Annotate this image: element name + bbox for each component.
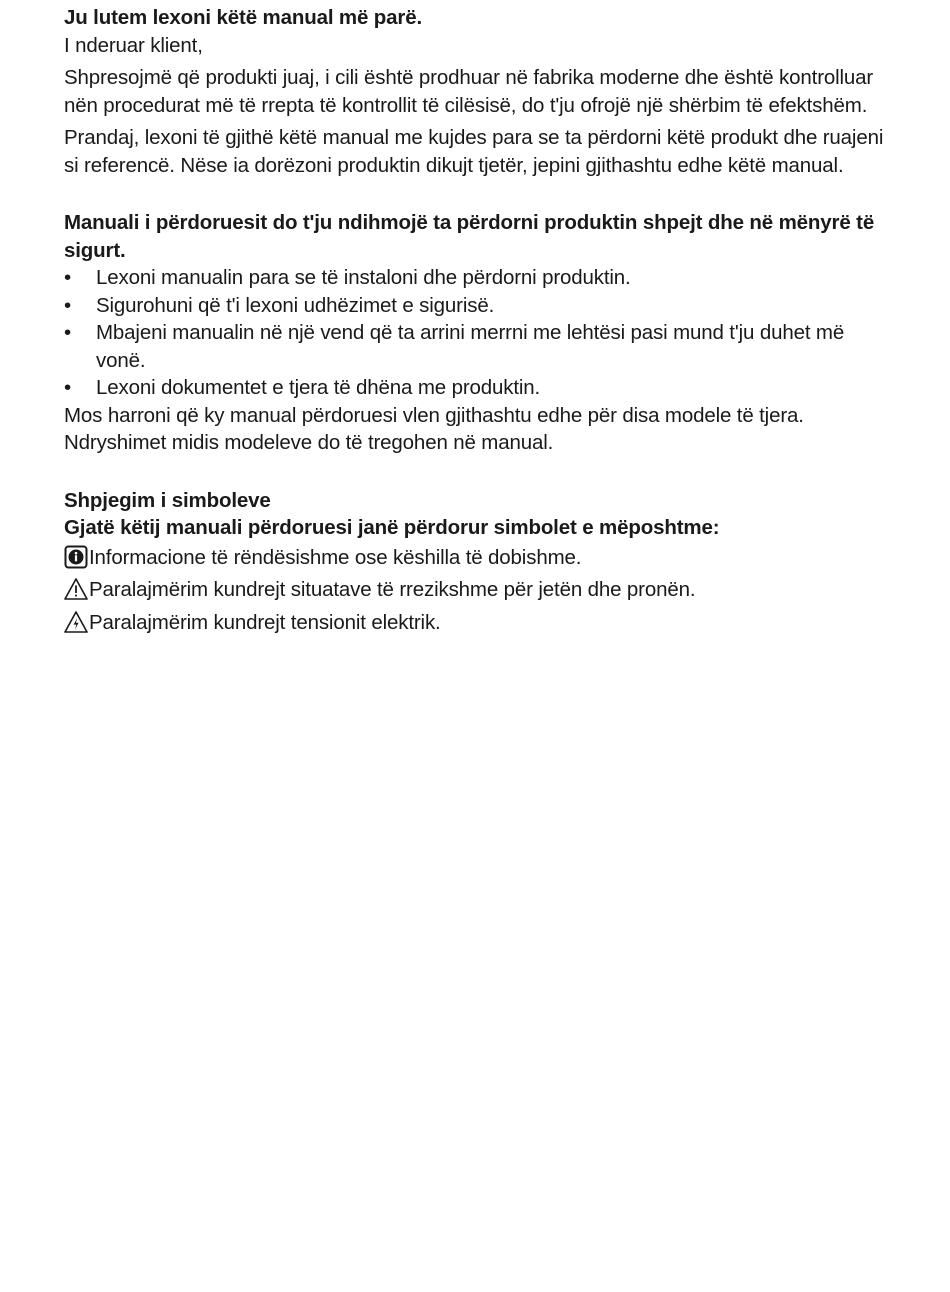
symbol-electric-row (64, 609, 894, 637)
warning-triangle-icon (64, 577, 88, 601)
models-note: Mos harroni që ky manual përdoruesi vlen gjithashtu edhe për disa modele të tjera. Ndryshimet midis modeleve do të tregohen në manual. (64, 403, 804, 454)
symbols-heading: Shpjegim i simboleve (64, 488, 271, 512)
intro-paragraph-1: Shpresojmë që produkti juaj, i cili është prodhuar në fabrika moderne dhe është kontrolluar nën procedurat më të rrepta të kontrollit të cilësisë, do t'ju ofrojë një shërbim të efektshëm. (64, 66, 874, 117)
intro-paragraph-2: Prandaj, lexoni të gjithë këtë manual me kujdes para se ta përdorni këtë produkt dhe ruajeni si referencë. Nëse ia dorëzoni produktin dikujt tjetër, jepini gjithashtu edhe këtë manual. (64, 126, 884, 177)
symbol-warning-row (64, 576, 894, 604)
list-item (64, 292, 894, 320)
symbol-warning-text: Paralajmërim kundrejt situatave të rrezikshme për jetën dhe pronën. (89, 578, 696, 601)
symbol-info-text: Informacione të rëndësishme ose këshilla të dobishme. (89, 545, 582, 569)
symbol-info-row (64, 544, 894, 572)
list-item-text: Lexoni manualin para se të instaloni dhe përdorni produktin. (96, 266, 631, 289)
list-item (64, 374, 894, 402)
greeting: I nderuar klient, (64, 33, 203, 57)
bullet-icon: • (64, 321, 72, 344)
symbol-electric-text: Paralajmërim kundrejt tensionit elektrik. (89, 610, 441, 634)
list-item (64, 264, 894, 292)
usage-bullet-list (64, 264, 894, 402)
list-item-text: Sigurohuni që t'i lexoni udhëzimet e sigurisë. (96, 293, 495, 317)
symbols-subheading: Gjatë këtij manuali përdoruesi janë përdorur simbolet e mëposhtme: (64, 516, 720, 539)
symbols-section (64, 487, 894, 637)
list-item (64, 319, 894, 374)
bullet-icon: • (64, 376, 72, 399)
usage-section (64, 209, 894, 457)
bullet-icon: • (64, 293, 72, 317)
bullet-icon: • (64, 266, 72, 289)
usage-heading: Manuali i përdoruesit do t'ju ndihmojë ta përdorni produktin shpejt dhe në mënyrë të sigurt. (64, 211, 875, 262)
manual-page (64, 4, 894, 636)
intro-heading: Ju lutem lexoni këtë manual më parë. (64, 6, 423, 29)
electric-warning-icon (64, 610, 88, 634)
list-item-text: Mbajeni manualin në një vend që ta arrini merrni me lehtësi pasi mund t'ju duhet më vonë. (96, 321, 845, 372)
list-item-text: Lexoni dokumentet e tjera të dhëna me produktin. (96, 376, 541, 399)
info-icon (64, 545, 88, 569)
